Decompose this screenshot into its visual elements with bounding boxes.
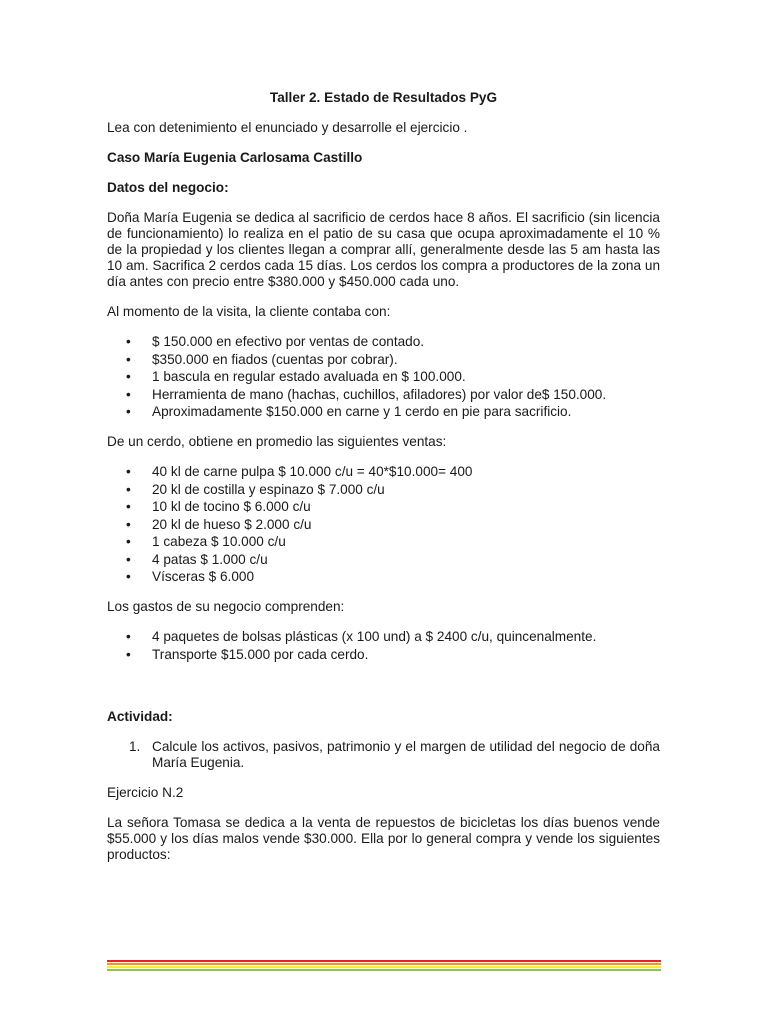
stripe-orange <box>107 963 661 965</box>
gastos-list <box>107 629 660 663</box>
list-item: • 10 kl de tocino $ 6.000 c/u <box>107 499 660 515</box>
visita-intro: Al momento de la visita, la cliente contaba con: <box>107 304 391 319</box>
list-item: • 1 bascula en regular estado avaluada en $ 100.000. <box>107 369 660 385</box>
case-heading: Caso María Eugenia Carlosama Castillo <box>107 150 363 165</box>
ventas-intro: De un cerdo, obtiene en promedio las siguientes ventas: <box>107 434 447 449</box>
actividad-list <box>107 739 660 771</box>
list-item: • 1 cabeza $ 10.000 c/u <box>107 534 660 550</box>
list-item: • Transporte $15.000 por cada cerdo. <box>107 647 660 663</box>
footer-color-stripes <box>107 960 661 969</box>
intro-text: Lea con detenimiento el enunciado y desarrolle el ejercicio . <box>107 120 468 135</box>
actividad-heading: Actividad: <box>107 708 173 724</box>
list-item-text: Calcule los activos, pasivos, patrimonio y el margen de utilidad del negocio de doña María Eugenia. <box>152 738 660 770</box>
list-item: • 4 patas $ 1.000 c/u <box>107 552 660 568</box>
list-item: • 20 kl de hueso $ 2.000 c/u <box>107 517 660 533</box>
list-item: • 4 paquetes de bolsas plásticas (x 100 und) a $ 2400 c/u, quincenalmente. <box>107 629 660 645</box>
datos-heading: Datos del negocio: <box>107 180 229 195</box>
list-item: • Aproximadamente $150.000 en carne y 1 cerdo en pie para sacrificio. <box>107 404 660 420</box>
visita-list <box>107 334 660 420</box>
list-number: 1. <box>129 738 141 754</box>
ventas-list <box>107 464 660 585</box>
datos-paragraph: Doña María Eugenia se dedica al sacrificio de cerdos hace 8 años. El sacrificio (sin licencia de funcionamiento) lo realiza en el patio de su casa que ocupa aproximadamente el 10 % de la propiedad y los clientes llegan a comprar allí, generalmente desde las 5 am hasta las 10 am. Sacrifica 2 cerdos cada 15 días. Los cerdos los compra a productores de la zona un día antes con precio entre $380.000 y $450.000 cada uno. <box>107 210 660 289</box>
spacer <box>107 677 660 709</box>
list-item: • $350.000 en fiados (cuentas por cobrar). <box>107 352 660 368</box>
list-item: • 40 kl de carne pulpa $ 10.000 c/u = 40*$10.000= 400 <box>107 464 660 480</box>
list-item: • $ 150.000 en efectivo por ventas de contado. <box>107 334 660 350</box>
gastos-intro: Los gastos de su negocio comprenden: <box>107 599 345 614</box>
ejercicio2-heading: Ejercicio N.2 <box>107 784 184 800</box>
stripe-yellow <box>107 966 661 968</box>
ejercicio2-paragraph: La señora Tomasa se dedica a la venta de repuestos de bicicletas los días buenos vende $55.000 y los días malos vende $30.000. Ella por lo general compra y vende los siguientes productos: <box>107 814 660 862</box>
list-item: • 20 kl de costilla y espinazo $ 7.000 c/u <box>107 482 660 498</box>
stripe-red <box>107 960 661 962</box>
list-item: • Herramienta de mano (hachas, cuchillos, afiladores) por valor de$ 150.000. <box>107 387 660 403</box>
document-title: Taller 2. Estado de Resultados PyG <box>269 90 498 105</box>
list-item: • Vísceras $ 6.000 <box>107 569 660 585</box>
list-item <box>107 739 660 771</box>
stripe-green <box>107 969 661 971</box>
document-page <box>107 90 660 877</box>
